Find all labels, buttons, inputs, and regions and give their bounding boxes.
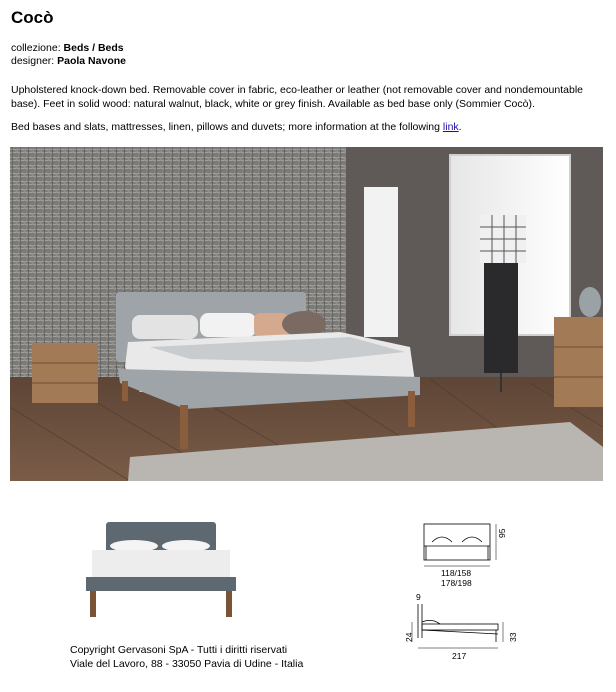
designer-label: designer: xyxy=(11,55,55,67)
front-width-label-2: 178/198 xyxy=(441,578,472,588)
more-info-text: Bed bases and slats, mattresses, linen, pillows and duvets; more information at the following xyxy=(11,121,440,133)
product-description: Upholstered knock-down bed. Removable cover in fabric, eco-leather or leather (not removable cover and nondemountable base). Feet in solid wood: natural walnut, black, white or grey finish. Available as bed base only (Sommier Cocò). xyxy=(11,84,583,110)
side-height-left-label: 24 xyxy=(404,632,414,642)
front-width-label-1: 118/158 xyxy=(441,568,472,578)
collection-value: Beds / Beds xyxy=(63,42,124,54)
side-offset-label: 9 xyxy=(416,592,421,602)
front-height-label: 95 xyxy=(497,528,507,538)
bedroom-photo xyxy=(10,147,603,481)
more-info-line xyxy=(11,121,462,133)
more-info-link[interactable]: link xyxy=(442,121,459,133)
side-height-right-label: 33 xyxy=(508,632,518,642)
address-text: Viale del Lavoro, 88 - 33050 Pavia di Udine - Italia xyxy=(70,658,304,670)
more-info-end: . xyxy=(458,121,462,133)
side-length-label: 217 xyxy=(452,651,467,661)
collection-line xyxy=(11,42,124,54)
bed-thumbnail xyxy=(78,517,244,622)
side-dimension-drawing xyxy=(410,600,506,656)
designer-line xyxy=(11,55,126,67)
footer xyxy=(70,643,303,671)
collection-label: collezione: xyxy=(11,42,61,54)
front-dimension-drawing xyxy=(420,520,500,568)
copyright-text: Copyright Gervasoni SpA - Tutti i diritti riservati xyxy=(70,644,288,656)
designer-value: Paola Navone xyxy=(57,55,126,67)
product-title: Cocò xyxy=(11,8,54,27)
